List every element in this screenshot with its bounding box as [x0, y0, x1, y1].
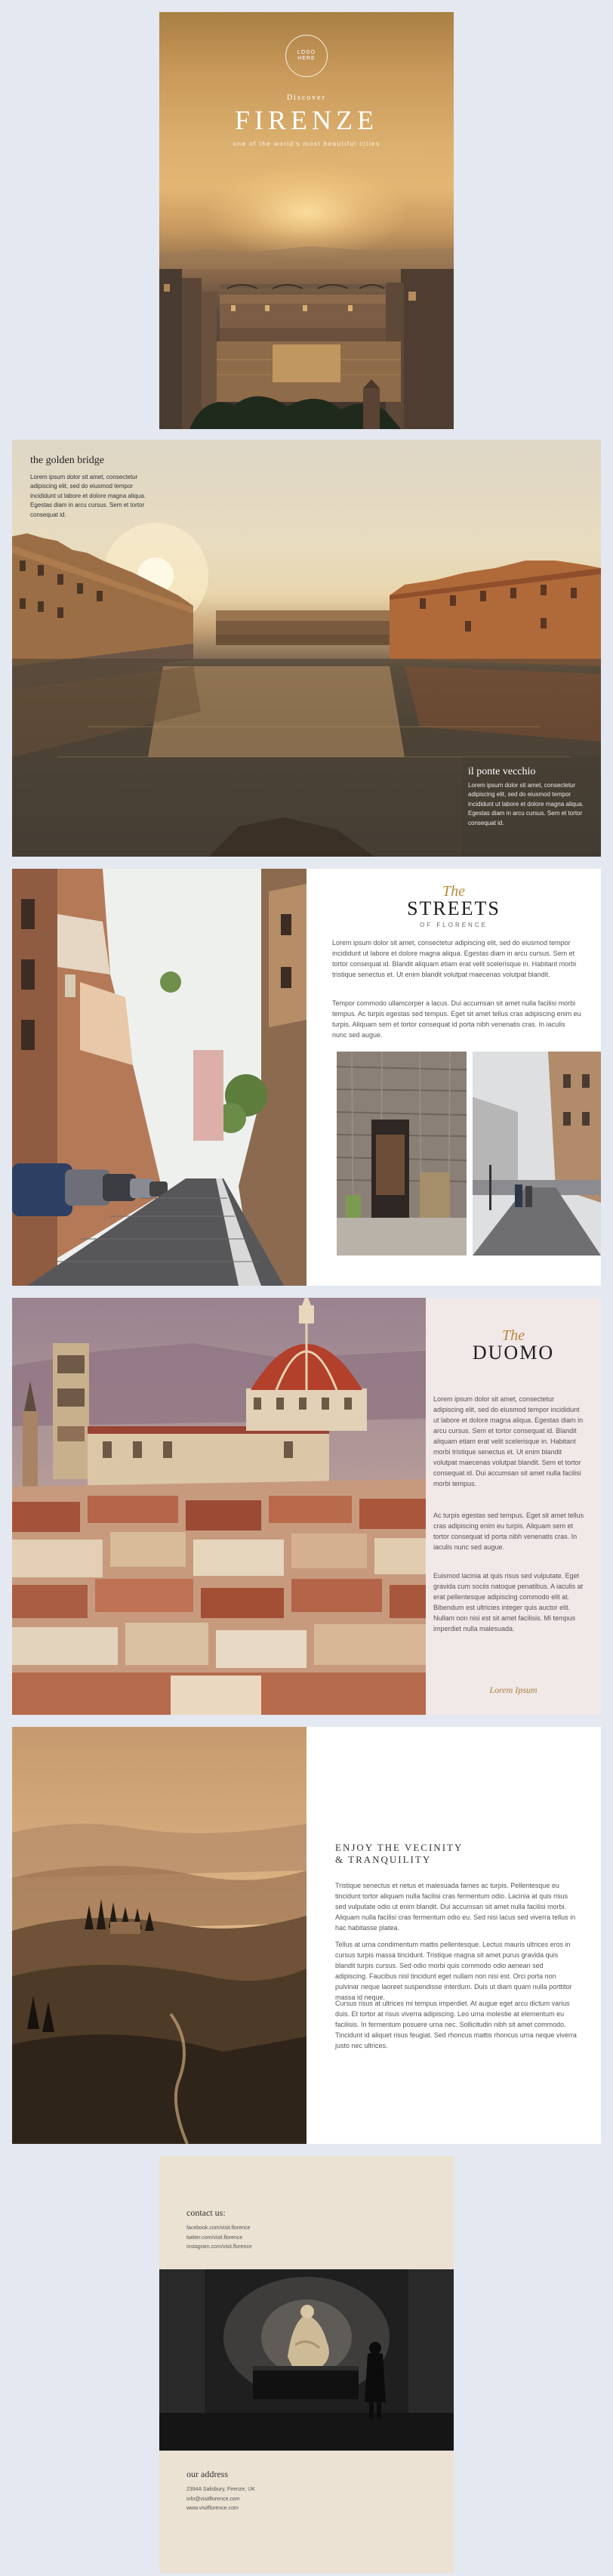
duomo-the-script: The [502, 1327, 525, 1344]
ponte-vecchio-title: il ponte vecchio [468, 766, 536, 777]
signature: Lorem Ipsum [489, 1685, 538, 1695]
vicinity-paragraph-1: Tristique senectus et netus et malesuada fames ac turpis. Pellentesque eu tincidunt tortor aliquam nulla facilisi cras fermentum odio. Lacinia at quis risus sed vulputate odio ut enim blandit. Dui accumsan sit amet nulla facilisi morbi. Aliquam nulla facilisi cras fermentum odio eu. Sed nisi lacus sed viverra tellus in hac habitasse platea. [335, 1882, 576, 1932]
tuscan-hills-photo [12, 1727, 306, 2144]
ponte-vecchio-photo [159, 239, 454, 429]
duomo-paragraph-3: Euismod lacinia at quis risus sed vulputate. Eget gravida cum sociis natoque penatibus. A iaculis at erat pellentesque adipiscing commodo elit at. Bibendum est ultricies integer quis auctor elit. Nullam non nisi est sit amet facilisis. Mi tempus imperdiet nulla malesuada. [433, 1572, 584, 1632]
address-email[interactable]: info@visitflorence.com [186, 2496, 240, 2502]
cover-page [159, 12, 454, 429]
address-website[interactable]: www.visitflorence.com [186, 2506, 239, 2512]
duomo-paragraph-2: Ac turpis egestas sed tempus. Eget sit amet tellus cras adipiscing enim eu turpis. Aliquam sem et tortor consequat id porta nibh venenatis cras. In iaculis nunc sed augue. [433, 1512, 584, 1551]
cover-title: FIRENZE [235, 105, 378, 135]
cover-subtitle: one of the world's most beautiful cities [233, 141, 380, 147]
sculpture-gallery-photo [159, 2269, 454, 2451]
streets-paragraph-1: Lorem ipsum dolor sit amet, consectetur adipiscing elit, sed do eiusmod tempor incididunt ut labore et dolore magna aliqua. Egestas diam in arcu cursus. Sem et tortor consequat id. Blandit aliquam etiam erat velit scelerisque in. Habitant morbi tristique senectus et. Ut enim blandit volutpat maecenas volutpat blandit. [332, 939, 577, 978]
cover-kicker: Discover [286, 94, 327, 102]
address-street: 2394A Salisbury, Firenze, UK [186, 2487, 255, 2492]
facebook-link[interactable]: facebook.com/visit.florence [186, 2225, 251, 2231]
vicinity-heading [335, 1842, 577, 1867]
vicinity-paragraph-2: Tellus at urna condimentum mattis pellentesque. Lectus mauris ultrices eros in cursus turpis massa tincidunt. Tristique magna sit amet purus gravida quis blandit turpis cursus. Sed odio morbi quis commodo odio aenean sed adipiscing. Faucibus nisl tincidunt eget nullam non nisi est. Orci porta non pulvinar neque laoreet suspendisse interdum. Duis ut diam quam nulla porttitor massa id neque. [335, 1941, 572, 2001]
bridge-body: Lorem ipsum dolor sit amet, consectetur adipiscing elit, sed do eiusmod tempor incididunt ut labore et dolore magna aliqua. Egestas diam in arcu cursus. Sem et tortor consequat id. [30, 474, 146, 518]
duomo-heading [426, 1328, 601, 1363]
vicinity-heading-line1: ENJOY THE VECINITY [335, 1842, 464, 1853]
stone-shop-photo [337, 1052, 467, 1256]
duomo-photo [12, 1298, 426, 1715]
instagram-link[interactable]: instagram.com/visit.florence [186, 2244, 252, 2250]
streets-heading [306, 884, 601, 928]
streets-paragraph-2: Tempor commodo ullamcorper a lacus. Dui accumsan sit amet nulla facilisi morbi tempus. Ac turpis egestas sed tempus. Eget sit amet tellus cras adipiscing enim eu turpis. Aliquam sem et tortor consequat id porta nibh venenatis cras. In iaculis nunc sed augue. [332, 999, 581, 1039]
street-walk-photo [473, 1052, 601, 1256]
contact-title: contact us: [186, 2207, 226, 2218]
ponte-vecchio-body: Lorem ipsum dolor sit amet, consectetur adipiscing elit, sed do eiusmod tempor incididunt ut labore et dolore magna aliqua. Egestas diam in arcu cursus. Sem et tortor consequat id. [468, 782, 584, 826]
logo-text-line2: HERE [297, 56, 316, 61]
duomo-title: DUOMO [472, 1342, 555, 1364]
streets-title: STREETS [407, 897, 501, 919]
golden-bridge-page [12, 440, 601, 857]
streets-the-script: The [442, 883, 465, 900]
streets-page [12, 869, 601, 1286]
duomo-page [12, 1298, 601, 1715]
street-photo [12, 869, 306, 1286]
contact-links [186, 2224, 252, 2253]
streets-subtitle: OF FLORENCE [420, 922, 488, 928]
logo-badge [285, 35, 328, 77]
duomo-paragraph-1: Lorem ipsum dolor sit amet, consectetur adipiscing elit, sed do eiusmod tempor incididunt ut labore et dolore magna aliqua. Egestas diam in arcu cursus. Sem et tortor consequat id. Blandit aliquam etiam erat velit scelerisque in. Habitant morbi tristique senectus et. Ut enim blandit volutpat maecenas volutpat blandit. Sem et tortor consequat id. Dui accumsan sit amet nulla facilisi morbi tempus. [433, 1395, 584, 1487]
logo-text-line1: LOGO [297, 49, 316, 55]
address-title: our address [186, 2469, 228, 2479]
vicinity-paragraph-3: Cursus risus at ultrices mi tempus imperdiet. At augue eget arcu dictum varius duis. Et tortor at risus viverra adipiscing. Leo urna molestie at elementum eu facilisis. In fermentum posuere urna nec. Sollicitudin nibh sit amet commodo. Tincidunt id aliquet risus feugiat. Sed rhoncus mattis rhoncus urna neque viverra justo nec ultrices. [335, 2000, 577, 2049]
address-block [186, 2485, 255, 2514]
contact-page [159, 2156, 454, 2573]
bridge-title: the golden bridge [30, 455, 104, 466]
vicinity-page [12, 1727, 601, 2144]
vicinity-heading-line2: & TRANQUILITY [335, 1854, 432, 1866]
twitter-link[interactable]: twitter.com/visit.florence [186, 2235, 243, 2241]
